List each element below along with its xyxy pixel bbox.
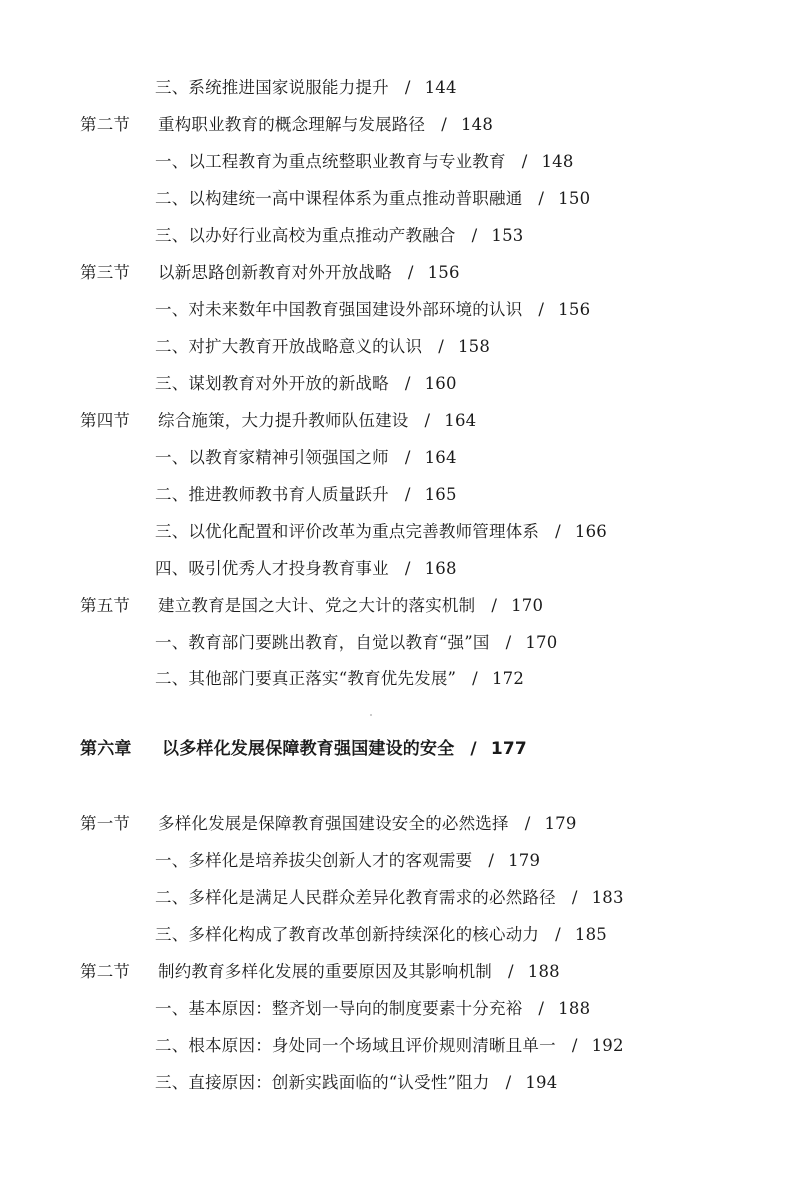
entry-title: 二、多样化是满足人民群众差异化教育需求的必然路径 [155,888,556,907]
entry-title: 重构职业教育的概念理解与发展路径 [158,115,426,134]
toc-item-entry [155,849,540,873]
page-separator: / [521,152,528,171]
page-number: 183 [591,888,624,907]
page-number: 172 [491,669,525,688]
page-number: 160 [424,374,457,393]
entry-title: 二、根本原因：身处同一个场域且评价规则清晰且单一 [155,1036,556,1055]
toc-item-entry [155,150,574,174]
entry-title: 一、多样化是培养拔尖创新人才的客观需要 [155,851,473,870]
toc-section-entry [80,113,493,137]
page-number: 194 [525,1073,558,1092]
page-number: 168 [424,559,457,578]
toc-item-entry [155,923,607,947]
entry-title: 四、吸引优秀人才投身教育事业 [155,559,389,578]
page-separator: / [471,226,478,245]
toc-section-entry [80,261,460,285]
toc-item-entry [155,667,524,691]
toc-item-entry [155,76,457,100]
entry-title: 一、以工程教育为重点统整职业教育与专业教育 [155,152,506,171]
entry-title: 三、系统推进国家说服能力提升 [155,78,389,97]
page-separator: / [555,925,561,944]
page-number: 144 [424,78,457,97]
page-separator: / [488,851,495,870]
entry-title: 以新思路创新教育对外开放战略 [158,263,392,282]
page-number: 170 [525,633,558,652]
toc-item-entry [155,335,490,359]
toc-item-entry [155,224,523,248]
toc-item-entry [155,187,590,211]
entry-title: 一、对未来数年中国教育强国建设外部环境的认识 [155,300,523,319]
section-label: 第二节 [80,115,131,134]
page-number: 148 [541,152,574,171]
page-separator: / [505,633,512,652]
page-separator: / [571,1036,578,1055]
page-separator: / [470,739,477,759]
page-number: 179 [544,814,577,833]
page-separator: / [404,559,411,578]
entry-title: 一、以教育家精神引领强国之师 [155,448,389,467]
toc-item-entry [155,557,457,581]
entry-title: 一、基本原因：整齐划一导向的制度要素十分充裕 [155,999,523,1018]
page-separator: / [441,115,447,134]
section-label: 第五节 [80,596,131,615]
page-separator: / [505,1073,512,1092]
page-separator: / [538,300,545,319]
page-number: 164 [444,411,477,430]
toc-item-entry [155,997,590,1021]
toc-section-entry [80,409,476,433]
section-label: 第三节 [80,263,131,282]
scan-speck [370,714,372,716]
entry-title: 二、以构建统一高中课程体系为重点推动普职融通 [155,189,523,208]
page-separator: / [404,448,411,467]
page-separator: / [424,411,431,430]
page-number: 177 [490,739,527,759]
entry-title: 三、直接原因：创新实践面临的“认受性”阻力 [155,1073,490,1092]
page-separator: / [571,888,578,907]
page-separator: / [538,189,545,208]
toc-section-entry [80,812,577,836]
entry-title: 二、推进教师教书育人质量跃升 [155,485,389,504]
page-separator: / [538,999,545,1018]
toc-item-entry [155,886,624,910]
page-number: 156 [558,300,591,319]
page-number: 153 [491,226,524,245]
page-number: 164 [424,448,457,467]
page-number: 166 [574,522,607,541]
page-separator: / [555,522,561,541]
page-number: 150 [558,189,591,208]
page-number: 165 [424,485,457,504]
toc-item-entry [155,372,457,396]
entry-title: 三、谋划教育对外开放的新战略 [155,374,389,393]
entry-title: 一、教育部门要跳出教育，自觉以教育“强”国 [155,633,490,652]
page-number: 188 [558,999,591,1018]
section-label: 第一节 [80,814,131,833]
entry-title: 三、多样化构成了教育改革创新持续深化的核心动力 [155,925,540,944]
toc-item-entry [155,1034,624,1058]
toc-item-entry [155,483,457,507]
toc-item-entry [155,1071,557,1095]
page-number: 148 [460,115,494,134]
page-number: 192 [591,1036,624,1055]
chapter-label: 第六章 [80,739,132,759]
toc-item-entry [155,446,457,470]
page-separator: / [524,814,531,833]
toc-section-entry [80,594,543,618]
entry-title: 综合施策，大力提升教师队伍建设 [158,411,409,430]
page-number: 170 [511,596,544,615]
page-separator: / [404,485,411,504]
toc-item-entry [155,631,557,655]
page-separator: / [404,78,411,97]
entry-title: 制约教育多样化发展的重要原因及其影响机制 [158,962,492,981]
page-number: 185 [574,925,607,944]
toc-item-entry [155,520,607,544]
toc-item-entry [155,298,590,322]
entry-title: 多样化发展是保障教育强国建设安全的必然选择 [158,814,509,833]
page-number: 188 [527,962,560,981]
entry-title: 二、对扩大教育开放战略意义的认识 [155,337,423,356]
entry-title: 三、以办好行业高校为重点推动产教融合 [155,226,456,245]
page-separator: / [491,596,498,615]
section-label: 第四节 [80,411,131,430]
page-number: 158 [457,337,491,356]
page-number: 156 [427,263,460,282]
page-separator: / [407,263,414,282]
entry-title: 二、其他部门要真正落实“教育优先发展” [155,669,457,688]
page-separator: / [404,374,411,393]
entry-title: 建立教育是国之大计、党之大计的落实机制 [158,596,476,615]
entry-title: 以多样化发展保障教育强国建设的安全 [162,739,455,759]
toc-section-entry [80,960,560,984]
page-separator: / [438,337,444,356]
page-separator: / [508,962,514,981]
page-separator: / [472,669,478,688]
section-label: 第二节 [80,962,131,981]
page-number: 179 [508,851,541,870]
entry-title: 三、以优化配置和评价改革为重点完善教师管理体系 [155,522,540,541]
toc-chapter-entry [80,737,527,761]
